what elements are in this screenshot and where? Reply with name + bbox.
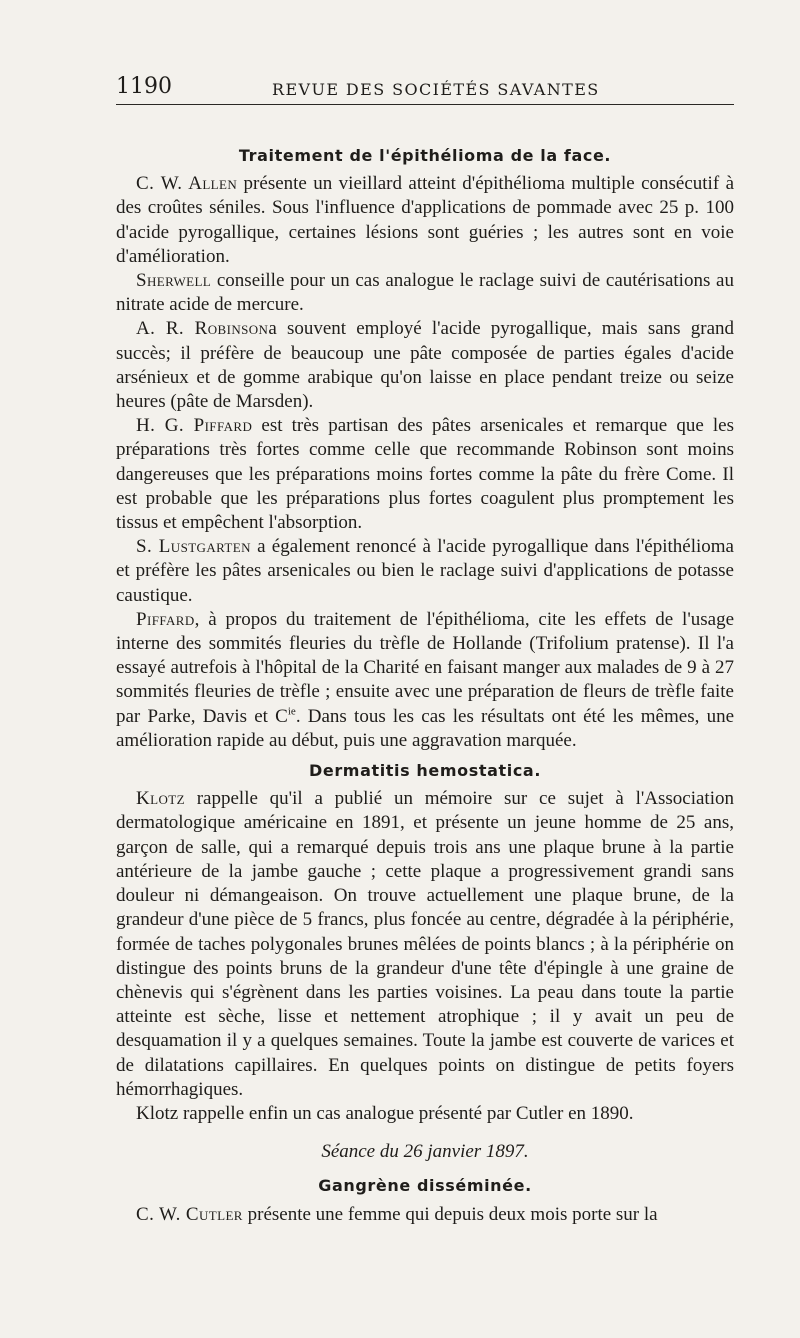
paragraph-cutler	[116, 1203, 734, 1227]
author-allen: C. W. Allen	[136, 173, 238, 195]
paragraph-text: est très partisan des pâtes arsenicales et remarque que les préparations très fortes comme celle que recommande Robinson sont moins dangereuses que les préparations moins fortes comme la pâte du frère Come. Il est probable que les préparations plus fortes coagulent plus promptement les tissus et empêchent l'absorption.	[116, 415, 735, 534]
article-body	[116, 144, 734, 1227]
paragraph-allen	[116, 172, 734, 269]
author-robinson: A. R. Robinson	[136, 318, 269, 340]
section-title-gangrene: Gangrène disséminée.	[318, 1176, 532, 1196]
paragraph-klotz-2: Klotz rappelle enfin un cas analogue présenté par Cutler en 1890.	[136, 1102, 634, 1124]
author-cutler: C. W. Cutler	[136, 1203, 243, 1225]
paragraph-lustgarten	[116, 535, 734, 608]
author-piffard-2: Piffard	[136, 608, 195, 630]
paragraph-text: a également renoncé à l'acide pyrogallique dans l'épithélioma et préfère les pâtes arsenicales ou bien le raclage suivi d'applications de potasse caustique.	[116, 536, 734, 606]
paragraph-piffard-2	[116, 608, 734, 753]
paragraph-text: , à propos du traitement de l'épithélioma, cite les effets de l'usage interne des sommités fleuries du trèfle de Hollande (Trifolium pratense). Il l'a essayé autrefois à l'hôpital de la Charité en faisant manger aux malades de 9 à 27 sommités fleuries de trèfle ; ensuite avec une préparation de fleurs de trèfle faite par Parke, Davis et C	[116, 608, 734, 727]
author-piffard: H. G. Piffard	[136, 415, 253, 437]
journal-title: REVUE DES SOCIÉTÉS SAVANTES	[272, 80, 600, 99]
paragraph-text: présente une femme qui depuis deux mois porte sur la	[242, 1203, 658, 1225]
section-title-epithelioma: Traitement de l'épithélioma de la face.	[238, 146, 612, 165]
paragraph-sherwell	[116, 269, 734, 317]
paragraph-text: a souvent employé l'acide pyrogallique, mais sans grand succès; il préfère de beaucoup une pâte composée de parties égales d'acide arsénieux et de gomme arabique qu'on laisse en place pendant treize ou seize heures (pâte de Marsden).	[116, 318, 735, 413]
paragraph-text: présente un vieillard atteint d'épithélioma multiple consécutif à des croûtes séniles. Sous l'influence d'applications de pommade avec 25 p. 100 d'acide pyrogallique, certaines lésions sont guéries ; les autres sont en voie d'amélioration.	[116, 173, 734, 267]
paragraph-text: conseille pour un cas analogue le raclage suivi de cautérisations au nitrate acide de mercure.	[116, 270, 734, 316]
superscript-ie: ie	[287, 705, 296, 718]
seance-date: Séance du 26 janvier 1897.	[321, 1141, 529, 1163]
paragraph-text-tail: . Dans tous les cas les résultats ont été les mêmes, une amélioration rapide au début, puis une aggravation marquée.	[116, 705, 734, 751]
author-lustgarten: S. Lustgarten	[136, 536, 251, 558]
author-sherwell: Sherwell	[136, 270, 212, 292]
paragraph-text: rappelle qu'il a publié un mémoire sur ce sujet à l'Association dermatologique américaine en 1891, et présente un jeune homme de 25 ans, garçon de salle, qui a remarqué depuis trois ans une plaque brune à la partie antérieure de la jambe gauche ; cette plaque a progressivement grandi sans douleur ni démangeaison. On trouve actuellement une plaque brune, de la grandeur d'une pièce de 5 francs, plus foncée au centre, dégradée à la périphérie, formée de taches polygonales brunes mêlées de points blancs ; à la périphérie on distingue des points bruns de la grandeur d'une tête d'épingle à une graine de chènevis qui s'égrènent dans les parties voisines. La peau dans toute la partie atteinte est sèche, lisse et nettement atrophique ; il y avait un peu de desquamation il y a quelques semaines. Toute la jambe est couverte de varices et de dilatations capillaires. En quelques points on distingue de petits foyers hémorrhagiques.	[116, 788, 734, 1100]
author-klotz: Klotz	[136, 788, 185, 810]
paragraph-piffard-1	[116, 414, 734, 535]
paragraph-klotz	[116, 787, 734, 1102]
page-number: 1190	[116, 74, 172, 99]
section-title-dermatitis: Dermatitis hemostatica.	[308, 761, 542, 781]
running-header	[116, 74, 734, 105]
paragraph-robinson	[116, 317, 734, 414]
